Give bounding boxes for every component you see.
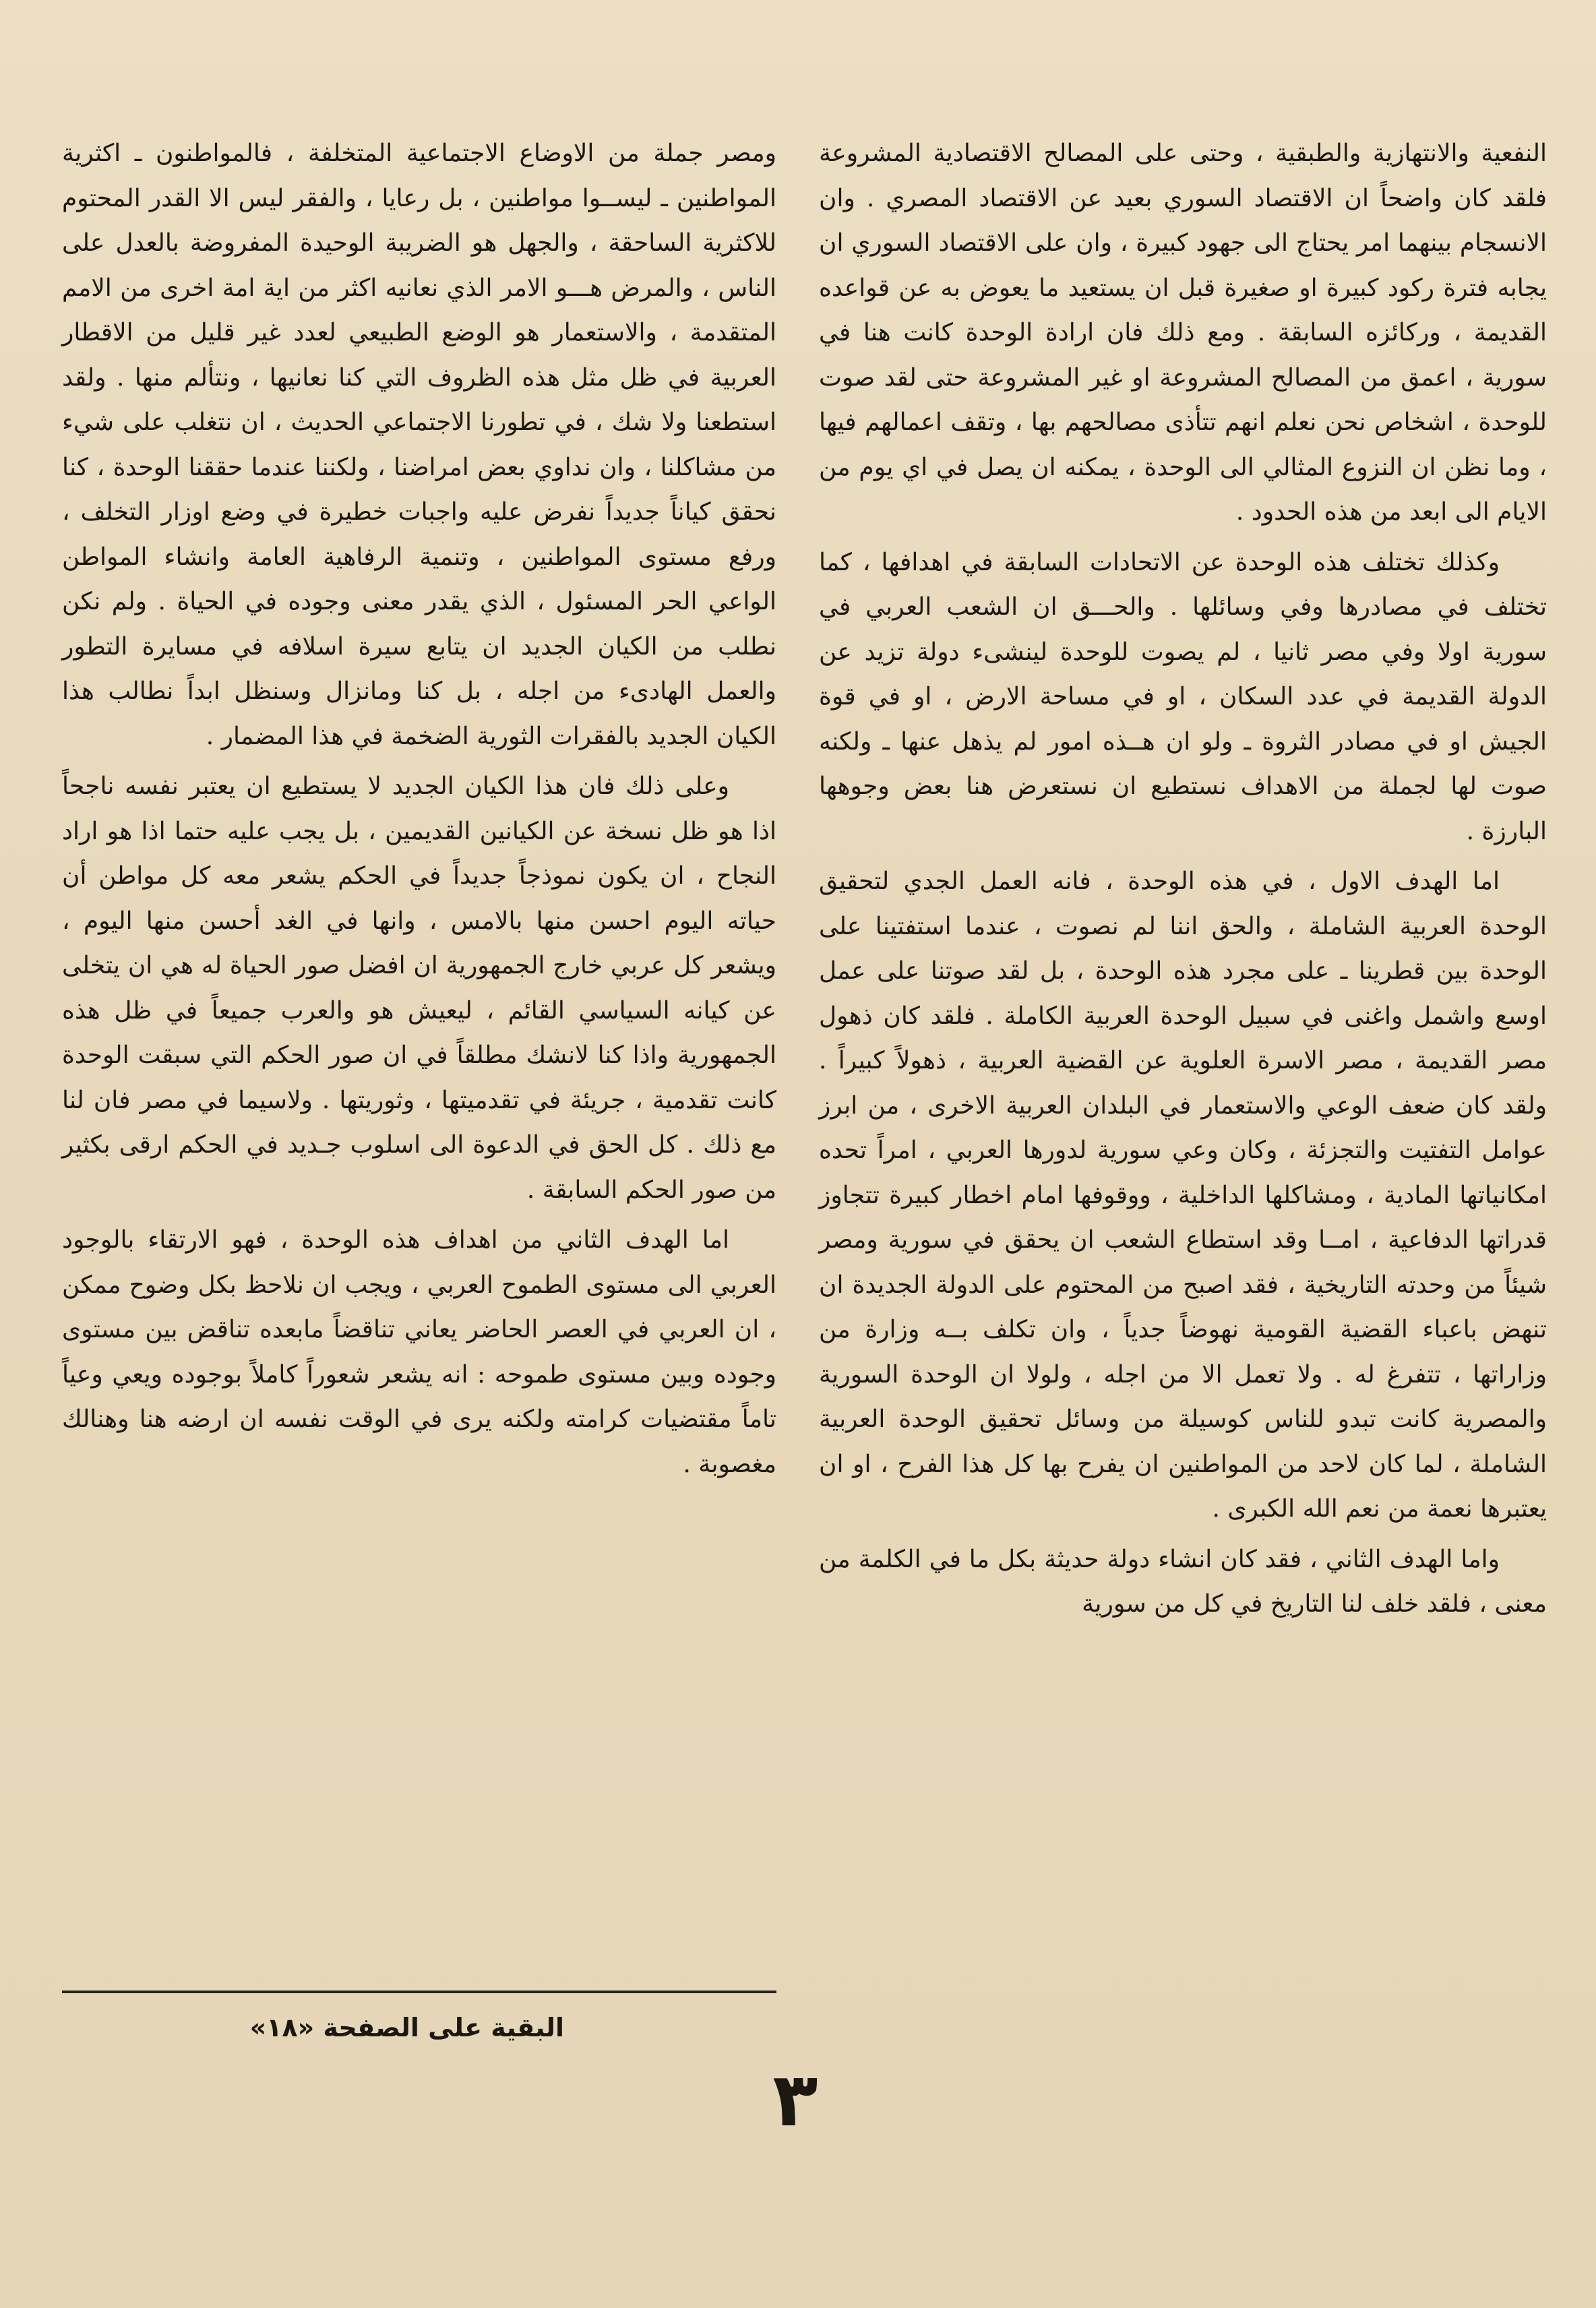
right-paragraph-2: وكذلك تختلف هذه الوحدة عن الاتحادات السابقة في اهدافها ، كما تختلف في مصادرها وفي وسائلها . والحـــق ان الشعب العربي في سورية اولا وفي مصر ثانيا ، لم يصوت للوحدة لينشىء دولة تزيد عن الدولة القديمة في عدد السكان ، او في مساحة الارض ، او في قوة الجيش او في مصادر الثروة ـ ولو ان هــذه امور لم يذهل عنها ـ ولكنه صوت لها لجملة من الاهداف نستطيع ان نستعرض هنا بعض وجوهها البارزة . [819,548,1547,845]
left-paragraph-3: اما الهدف الثاني من اهداف هذه الوحدة ، فهو الارتقاء بالوجود العربي الى مستوى الطموح العربي ، ويجب ان نلاحظ بكل وضوح ممكن ، ان العربي في العصر الحاضر يعاني تناقضاً مابعده تناقض بين مستوى وجوده وبين مستوى طموحه : انه يشعر شعوراً كاملاً بوجوده ويعي وعياً تاماً مقتضيات كرامته ولكنه يرى في الوقت نفسه ان ارضه هنا وهنالك مغصوبة . [62,1226,776,1478]
column-divider-rule [62,1991,776,1993]
continued-note: البقية على الصفحة «١٨» [249,2013,564,2042]
left-column [62,131,776,1492]
left-paragraph-2: وعلى ذلك فان هذا الكيان الجديد لا يستطيع ان يعتبر نفسه ناجحاً اذا هو ظل نسخة عن الكيانين القديمين ، بل يجب عليه حتما اذا هو اراد النجاح ، ان يكون نموذجاً جديداً في الحكم يشعر معه كل مواطن أن حياته اليوم احسن منها بالامس ، وانها في الغد أحسن منها اليوم ، ويشعر كل عربي خارج الجمهورية ان افضل صور الحياة له هي ان يتخلى عن كيانه السياسي القائم ، ليعيش هو والعرب جميعاً في ظل هذه الجمهورية واذا كنا لانشك مطلقاً في ان صور الحكم التي سبقت الوحدة كانت تقدمية ، جريئة في تقدميتها ، وثوريتها . ولاسيما في مصر فان لنا مع ذلك . كل الحق في الدعوة الى اسلوب جـديد في الحكم ارقى بكثير من صور الحكم السابقة . [62,772,776,1204]
right-column [819,131,1547,1633]
right-paragraph-1: النفعية والانتهازية والطبقية ، وحتى على المصالح الاقتصادية المشروعة فلقد كان واضحاً ان الاقتصاد السوري بعيد عن الاقتصاد المصري . وان الانسجام بينهما امر يحتاج الى جهود كبيرة ، وان على الاقتصاد السوري ان يجابه فترة ركود كبيرة او صغيرة قبل ان يستعيد ما يعوض به عن قواعده القديمة ، وركائزه السابقة . ومع ذلك فان ارادة الوحدة كانت هنا في سورية ، اعمق من المصالح المشروعة او غير المشروعة حتى لقد صوت للوحدة ، اشخاص نحن نعلم انهم تتأذى مصالحهم بها ، وتقف اعمالهم فيها ، وما نظن ان النزوع المثالي الى الوحدة ، يمكنه ان يصل في اي يوم من الايام الى ابعد من هذه الحدود . [819,140,1547,526]
page-number: ٣ [772,2057,818,2143]
right-paragraph-4: واما الهدف الثاني ، فقد كان انشاء دولة حديثة بكل ما في الكلمة من معنى ، فلقد خلف لنا التاريخ في كل من سورية [819,1545,1547,1618]
right-paragraph-3: اما الهدف الاول ، في هذه الوحدة ، فانه العمل الجدي لتحقيق الوحدة العربية الشاملة ، والحق اننا لم نصوت ، عندما استفتينا على الوحدة بين قطرينا ـ على مجرد هذه الوحدة ، بل لقد صوتنا على عمل اوسع واشمل واغنى في سبيل الوحدة العربية الكاملة . فلقد كان ذهول مصر القديمة ، مصر الاسرة العلوية عن القضية العربية ، ذهولاً كبيراً . ولقد كان ضعف الوعي والاستعمار في البلدان العربية الاخرى ، من ابرز عوامل التفتيت والتجزئة ، وكان وعي سورية لدورها العربي ، امراً تحده امكانياتها المادية ، ومشاكلها الداخلية ، ووقوفها امام اخطار كبيرة تتجاوز قدراتها الدفاعية ، امــا وقد استطاع الشعب ان يحقق في سورية ومصر شيئاً من وحدته التاريخية ، فقد اصبح من المحتوم على الدولة الجديدة ان تنهض باعباء القضية القومية نهوضاً جدياً ، وان تكلف بــه وزارة من وزاراتها ، تتفرغ له . ولا تعمل الا من اجله ، ولولا ان الوحدة السورية والمصرية كانت تبدو للناس كوسيلة من وسائل تحقيق الوحدة العربية الشاملة ، لما كان لاحد من المواطنين ان يفرح بها كل هذا الفرح ، او ان يعتبرها نعمة من نعم الله الكبرى . [819,868,1547,1523]
left-paragraph-1: ومصر جملة من الاوضاع الاجتماعية المتخلفة ، فالمواطنون ـ اكثرية المواطنين ـ ليســوا مواطنين ، بل رعايا ، والفقر ليس الا القدر المحتوم للاكثرية الساحقة ، والجهل هو الضريبة الوحيدة المفروضة بالعدل على الناس ، والمرض هـــو الامر الذي نعانيه اكثر من اية امة اخرى من الامم المتقدمة ، والاستعمار هو الوضع الطبيعي لعدد غير قليل من الاقطار العربية في ظل مثل هذه الظروف التي كنا نعانيها ، ونتألم منها . ولقد استطعنا ولا شك ، في تطورنا الاجتماعي الحديث ، ان نتغلب على شيء من مشاكلنا ، وان نداوي بعض امراضنا ، ولكننا عندما حققنا الوحدة ، كنا نحقق كياناً جديداً نفرض عليه واجبات خطيرة في وضع اوزار التخلف ، ورفع مستوى المواطنين ، وتنمية الرفاهية العامة وانشاء المواطن الواعي الحر المسئول ، الذي يقدر معنى وجوده في الحياة . ولم نكن نطلب من الكيان الجديد ان يتابع سيرة اسلافه في مسايرة التطور والعمل الهادىء من اجله ، بل كنا ومانزال وسنظل ابداً نطالب هذا الكيان الجديد بالفقرات الثورية الضخمة في هذا المضمار . [62,140,777,750]
